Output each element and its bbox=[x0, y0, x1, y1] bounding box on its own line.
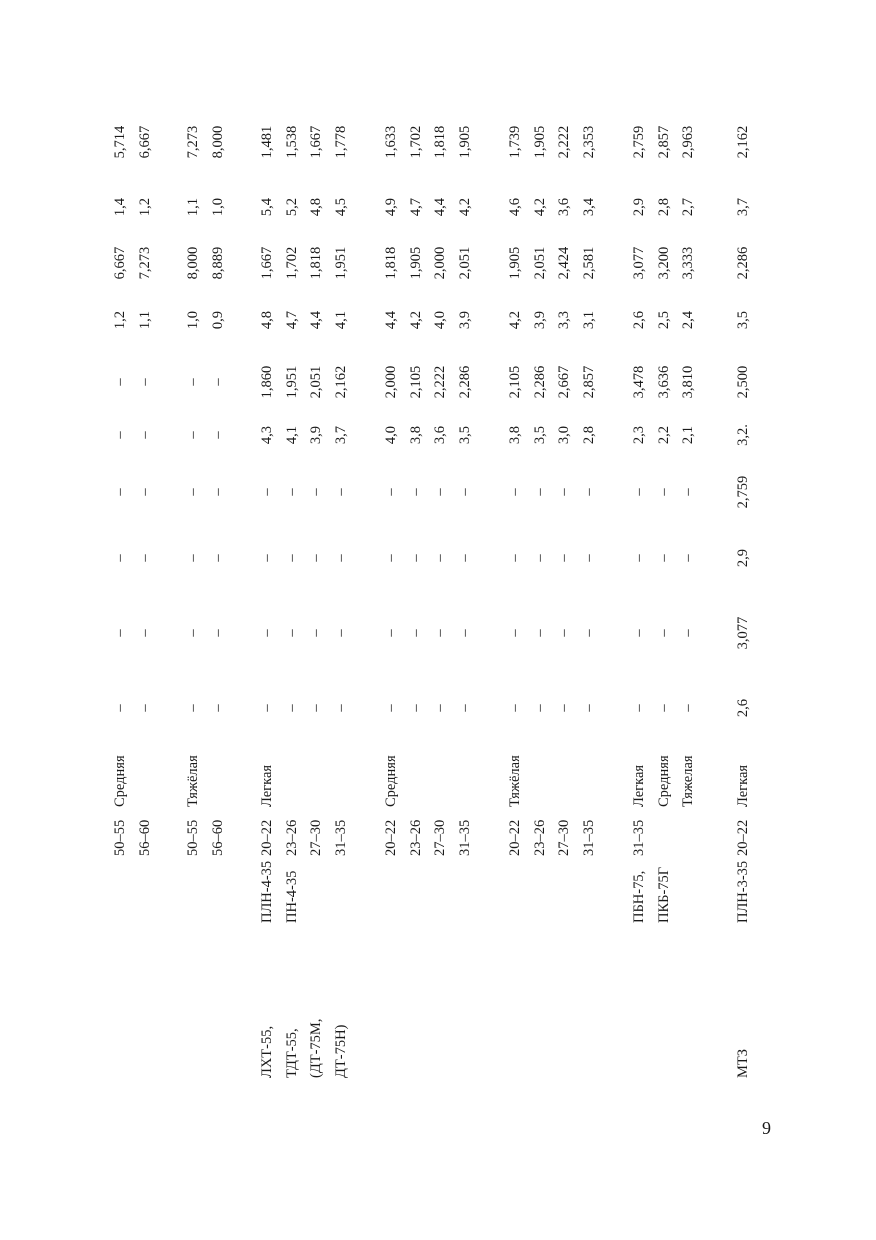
page-number: 9 bbox=[762, 1118, 771, 1138]
table-cell: 4,9 bbox=[383, 197, 399, 217]
table-cell: 4,7 bbox=[283, 310, 300, 330]
table-cell: 1,1 bbox=[136, 310, 153, 330]
table-cell: 3,636 bbox=[655, 365, 672, 399]
table-cell: 2,222 bbox=[556, 125, 572, 159]
table-cell: – bbox=[308, 554, 324, 562]
table-cell: 1,951 bbox=[283, 365, 300, 399]
table-cell: – bbox=[112, 554, 128, 562]
speed-range: 20–22 bbox=[259, 819, 275, 856]
soil-type: Средняя bbox=[112, 755, 128, 807]
table-cell: 2,581 bbox=[580, 246, 597, 280]
table-cell: – bbox=[531, 554, 548, 562]
table-cell: – bbox=[580, 488, 597, 496]
table-cell: 2,000 bbox=[383, 365, 399, 399]
table-cell: 2,7 bbox=[680, 197, 696, 217]
table-cell: – bbox=[631, 629, 647, 637]
table-cell: – bbox=[283, 629, 300, 637]
table-cell: – bbox=[332, 488, 349, 496]
table-cell: – bbox=[112, 378, 128, 386]
table-cell: 4,1 bbox=[332, 310, 349, 330]
table-cell: 1,4 bbox=[112, 197, 128, 217]
table-cell: 3,077 bbox=[735, 616, 751, 650]
table-cell: – bbox=[531, 704, 548, 712]
table-cell: – bbox=[655, 554, 672, 562]
table-cell: 2,286 bbox=[531, 365, 548, 399]
table-cell: – bbox=[580, 704, 597, 712]
table-cell: – bbox=[209, 554, 226, 562]
table-cell: 3,8 bbox=[507, 425, 523, 445]
table-cell: – bbox=[531, 629, 548, 637]
table-cell: – bbox=[209, 431, 226, 439]
table-cell: – bbox=[283, 554, 300, 562]
table-cell: – bbox=[580, 629, 597, 637]
table-cell: 6,667 bbox=[112, 246, 128, 280]
table-cell: 2,051 bbox=[531, 246, 548, 280]
table-cell: 4,6 bbox=[507, 197, 523, 217]
table-cell: – bbox=[680, 629, 696, 637]
table-cell: 4,2 bbox=[407, 310, 424, 330]
table-cell: 1,778 bbox=[332, 125, 349, 159]
table-cell: – bbox=[507, 629, 523, 637]
table-cell: 6,667 bbox=[136, 125, 153, 159]
table-cell: 3,9 bbox=[456, 310, 473, 330]
table-cell: 4,5 bbox=[332, 197, 349, 217]
table-cell: 4,8 bbox=[259, 310, 275, 330]
speed-range: 31–35 bbox=[332, 819, 349, 856]
table-cell: 2,9 bbox=[631, 197, 647, 217]
speed-range: 27–30 bbox=[556, 819, 572, 856]
table-cell: – bbox=[456, 488, 473, 496]
table-cell: 2,759 bbox=[735, 475, 751, 509]
table-cell: 3,5 bbox=[531, 425, 548, 445]
table-cell: 1,905 bbox=[456, 125, 473, 159]
table-cell: – bbox=[456, 554, 473, 562]
table-cell: 2,759 bbox=[631, 125, 647, 159]
table-cell: 0,9 bbox=[209, 310, 226, 330]
table-cell: – bbox=[308, 488, 324, 496]
speed-range: 50–55 bbox=[112, 819, 128, 856]
table-cell: – bbox=[580, 554, 597, 562]
soil-type: Легкая bbox=[259, 764, 275, 807]
table-cell: 2,667 bbox=[556, 365, 572, 399]
table-cell: – bbox=[259, 488, 275, 496]
table-cell: – bbox=[432, 704, 448, 712]
table-cell: 2,286 bbox=[456, 365, 473, 399]
table-cell: – bbox=[383, 554, 399, 562]
table-cell: – bbox=[655, 629, 672, 637]
table-cell: 2,4 bbox=[680, 310, 696, 330]
table-cell: 1,905 bbox=[407, 246, 424, 280]
table-cell: – bbox=[332, 704, 349, 712]
speed-range: 23–26 bbox=[407, 819, 424, 856]
table-cell: – bbox=[507, 704, 523, 712]
table-cell: 4,8 bbox=[308, 197, 324, 217]
table-cell: – bbox=[136, 488, 153, 496]
table-cell: 2,500 bbox=[735, 365, 751, 399]
table-cell: 8,000 bbox=[185, 246, 201, 280]
table-cell: 2,000 bbox=[432, 246, 448, 280]
table-cell: – bbox=[259, 629, 275, 637]
table-cell: 4,4 bbox=[432, 197, 448, 217]
table-cell: 4,7 bbox=[407, 197, 424, 217]
speed-range: 50–55 bbox=[185, 819, 201, 856]
table-cell: 2,857 bbox=[580, 365, 597, 399]
table-cell: 3,6 bbox=[556, 197, 572, 217]
table-cell: 5,2 bbox=[283, 197, 300, 217]
table-cell: – bbox=[556, 629, 572, 637]
table-cell: 4,4 bbox=[308, 310, 324, 330]
table-cell: 3,5 bbox=[735, 310, 751, 330]
table-cell: – bbox=[556, 488, 572, 496]
table-cell: 4,4 bbox=[383, 310, 399, 330]
table-cell: 5,4 bbox=[259, 197, 275, 217]
table-cell: 2,2 bbox=[655, 425, 672, 445]
table-cell: – bbox=[507, 554, 523, 562]
table-cell: 2,105 bbox=[507, 365, 523, 399]
tractor-label: ЛХТ-55, bbox=[259, 1025, 275, 1078]
table-cell: – bbox=[631, 704, 647, 712]
speed-range: 56–60 bbox=[136, 819, 153, 856]
table-cell: 3,6 bbox=[432, 425, 448, 445]
table-cell: – bbox=[136, 378, 153, 386]
table-cell: – bbox=[680, 488, 696, 496]
table-cell: 1,818 bbox=[308, 246, 324, 280]
table-cell: – bbox=[680, 704, 696, 712]
table-cell: – bbox=[383, 629, 399, 637]
table-cell: 3,5 bbox=[456, 425, 473, 445]
table-cell: 2,105 bbox=[407, 365, 424, 399]
table-cell: 2,9 bbox=[735, 548, 751, 568]
table-cell: 1,633 bbox=[383, 125, 399, 159]
table-cell: – bbox=[407, 629, 424, 637]
table-cell: – bbox=[283, 704, 300, 712]
table-cell: 2,424 bbox=[556, 246, 572, 280]
table-cell: 8,000 bbox=[209, 125, 226, 159]
table-cell: 1,702 bbox=[407, 125, 424, 159]
soil-type: Средняя bbox=[655, 755, 672, 807]
table-cell: – bbox=[209, 704, 226, 712]
table-cell: 1,818 bbox=[432, 125, 448, 159]
table-cell: 1,905 bbox=[507, 246, 523, 280]
table-cell: 4,2 bbox=[507, 310, 523, 330]
table-cell: 2,162 bbox=[332, 365, 349, 399]
table-cell: – bbox=[259, 554, 275, 562]
table-cell: 3,9 bbox=[308, 425, 324, 445]
table-cell: 1,481 bbox=[259, 125, 275, 159]
tractor-label: МТЗ bbox=[735, 1048, 751, 1078]
table-cell: – bbox=[112, 431, 128, 439]
table-cell: – bbox=[655, 488, 672, 496]
table-cell: 8,889 bbox=[209, 246, 226, 280]
table-cell: 3,478 bbox=[631, 365, 647, 399]
table-cell: 3,9 bbox=[531, 310, 548, 330]
plow-label: ПЛН-4-35 bbox=[259, 860, 275, 923]
plow-label: ПН-4-35 bbox=[283, 870, 300, 923]
speed-range: 31–35 bbox=[631, 819, 647, 856]
soil-type: Тяжелая bbox=[680, 755, 696, 807]
table-cell: – bbox=[432, 554, 448, 562]
table-cell: – bbox=[556, 554, 572, 562]
table-cell: – bbox=[185, 704, 201, 712]
table-cell: 4,0 bbox=[383, 425, 399, 445]
soil-type: Легкая bbox=[735, 764, 751, 807]
table-cell: 1,739 bbox=[507, 125, 523, 159]
table-cell: – bbox=[185, 488, 201, 496]
table-cell: 1,860 bbox=[259, 365, 275, 399]
table-cell: 2,8 bbox=[580, 425, 597, 445]
table-cell: 3,7 bbox=[332, 425, 349, 445]
speed-range: 27–30 bbox=[308, 819, 324, 856]
speed-range: 56–60 bbox=[209, 819, 226, 856]
table-cell: 3,200 bbox=[655, 246, 672, 280]
table-cell: 2,222 bbox=[432, 365, 448, 399]
table-cell: – bbox=[185, 554, 201, 562]
table-cell: 2,6 bbox=[735, 698, 751, 718]
table-cell: 3,8 bbox=[407, 425, 424, 445]
speed-range: 31–35 bbox=[456, 819, 473, 856]
table-cell: 3,1 bbox=[580, 310, 597, 330]
table-cell: 1,702 bbox=[283, 246, 300, 280]
table-cell: – bbox=[209, 378, 226, 386]
table-cell: 2,963 bbox=[680, 125, 696, 159]
table-cell: 1,2 bbox=[136, 197, 153, 217]
tractor-label: ТДТ-55, bbox=[283, 1028, 300, 1078]
table-cell: 3,810 bbox=[680, 365, 696, 399]
table-cell: – bbox=[308, 704, 324, 712]
table-cell: 7,273 bbox=[185, 125, 201, 159]
table-cell: 2,5 bbox=[655, 310, 672, 330]
table-cell: 4,1 bbox=[283, 425, 300, 445]
table-cell: 1,951 bbox=[332, 246, 349, 280]
tractor-label: ДТ-75Н) bbox=[332, 1024, 349, 1078]
table-cell: 3,333 bbox=[680, 246, 696, 280]
table-cell: – bbox=[655, 704, 672, 712]
table-cell: 1,538 bbox=[283, 125, 300, 159]
table-cell: 2,051 bbox=[456, 246, 473, 280]
table-cell: – bbox=[332, 629, 349, 637]
table-cell: – bbox=[136, 704, 153, 712]
speed-range: 20–22 bbox=[735, 819, 751, 856]
table-cell: – bbox=[383, 488, 399, 496]
table-cell: 2,286 bbox=[735, 246, 751, 280]
table-cell: 1,1 bbox=[185, 197, 201, 217]
table-cell: 4,2 bbox=[456, 197, 473, 217]
table-cell: 7,273 bbox=[136, 246, 153, 280]
plow-label: ПЛН-3-35 bbox=[735, 860, 751, 923]
table-cell: – bbox=[432, 629, 448, 637]
table-cell: 1,818 bbox=[383, 246, 399, 280]
plow-label: ПБН-75, bbox=[631, 870, 647, 923]
table-cell: 1,0 bbox=[209, 197, 226, 217]
table-cell: – bbox=[456, 704, 473, 712]
table-cell: 1,2 bbox=[112, 310, 128, 330]
table-cell: – bbox=[383, 704, 399, 712]
table-cell: 2,3 bbox=[631, 425, 647, 445]
table-cell: 2,051 bbox=[308, 365, 324, 399]
table-cell: 1,667 bbox=[259, 246, 275, 280]
tractor-label: (ДТ-75М, bbox=[308, 1018, 324, 1078]
table-cell: – bbox=[332, 554, 349, 562]
table-cell: – bbox=[308, 629, 324, 637]
table-cell: – bbox=[631, 554, 647, 562]
table-cell: 1,667 bbox=[308, 125, 324, 159]
table-cell: – bbox=[185, 629, 201, 637]
table-cell: – bbox=[259, 704, 275, 712]
speed-range: 20–22 bbox=[507, 819, 523, 856]
soil-type: Легкая bbox=[631, 764, 647, 807]
table-cell: – bbox=[209, 488, 226, 496]
speed-range: 23–26 bbox=[531, 819, 548, 856]
plow-label: ПКБ-75Г bbox=[655, 866, 672, 923]
table-cell: 3,0 bbox=[556, 425, 572, 445]
soil-type: Тяжёлая bbox=[185, 755, 201, 807]
table-cell: – bbox=[432, 488, 448, 496]
table-cell: – bbox=[407, 554, 424, 562]
table-cell: 2,857 bbox=[655, 125, 672, 159]
table-cell: 2,162 bbox=[735, 125, 751, 159]
table-cell: 4,3 bbox=[259, 425, 275, 445]
table-cell: 1,905 bbox=[531, 125, 548, 159]
table-cell: – bbox=[631, 488, 647, 496]
table-cell: 4,0 bbox=[432, 310, 448, 330]
table-cell: 2,6 bbox=[631, 310, 647, 330]
table-cell: 1,0 bbox=[185, 310, 201, 330]
table-cell: – bbox=[185, 378, 201, 386]
table-cell: – bbox=[556, 704, 572, 712]
table-cell: – bbox=[507, 488, 523, 496]
table-cell: – bbox=[456, 629, 473, 637]
table-cell: 3,2. bbox=[735, 424, 751, 446]
speed-range: 20–22 bbox=[383, 819, 399, 856]
table-cell: 3,7 bbox=[735, 197, 751, 217]
table-cell: – bbox=[407, 488, 424, 496]
table-cell: 3,3 bbox=[556, 310, 572, 330]
table-cell: – bbox=[680, 554, 696, 562]
table-cell: – bbox=[185, 431, 201, 439]
table-cell: 2,1 bbox=[680, 425, 696, 445]
table-cell: – bbox=[136, 629, 153, 637]
table-cell: 4,2 bbox=[531, 197, 548, 217]
table-cell: 2,353 bbox=[580, 125, 597, 159]
table-cell: – bbox=[136, 554, 153, 562]
table-cell: – bbox=[112, 488, 128, 496]
speed-range: 27–30 bbox=[432, 819, 448, 856]
table-cell: – bbox=[112, 704, 128, 712]
table-cell: – bbox=[283, 488, 300, 496]
speed-range: 23–26 bbox=[283, 819, 300, 856]
table-cell: – bbox=[531, 488, 548, 496]
table-cell: – bbox=[112, 629, 128, 637]
table-cell: – bbox=[136, 431, 153, 439]
speed-range: 31–35 bbox=[580, 819, 597, 856]
table-cell: – bbox=[209, 629, 226, 637]
soil-type: Тяжёлая bbox=[507, 755, 523, 807]
soil-type: Средняя bbox=[383, 755, 399, 807]
table-cell: 5,714 bbox=[112, 125, 128, 159]
table-cell: 3,4 bbox=[580, 197, 597, 217]
table-cell: 3,077 bbox=[631, 246, 647, 280]
table-cell: – bbox=[407, 704, 424, 712]
table-cell: 2,8 bbox=[655, 197, 672, 217]
